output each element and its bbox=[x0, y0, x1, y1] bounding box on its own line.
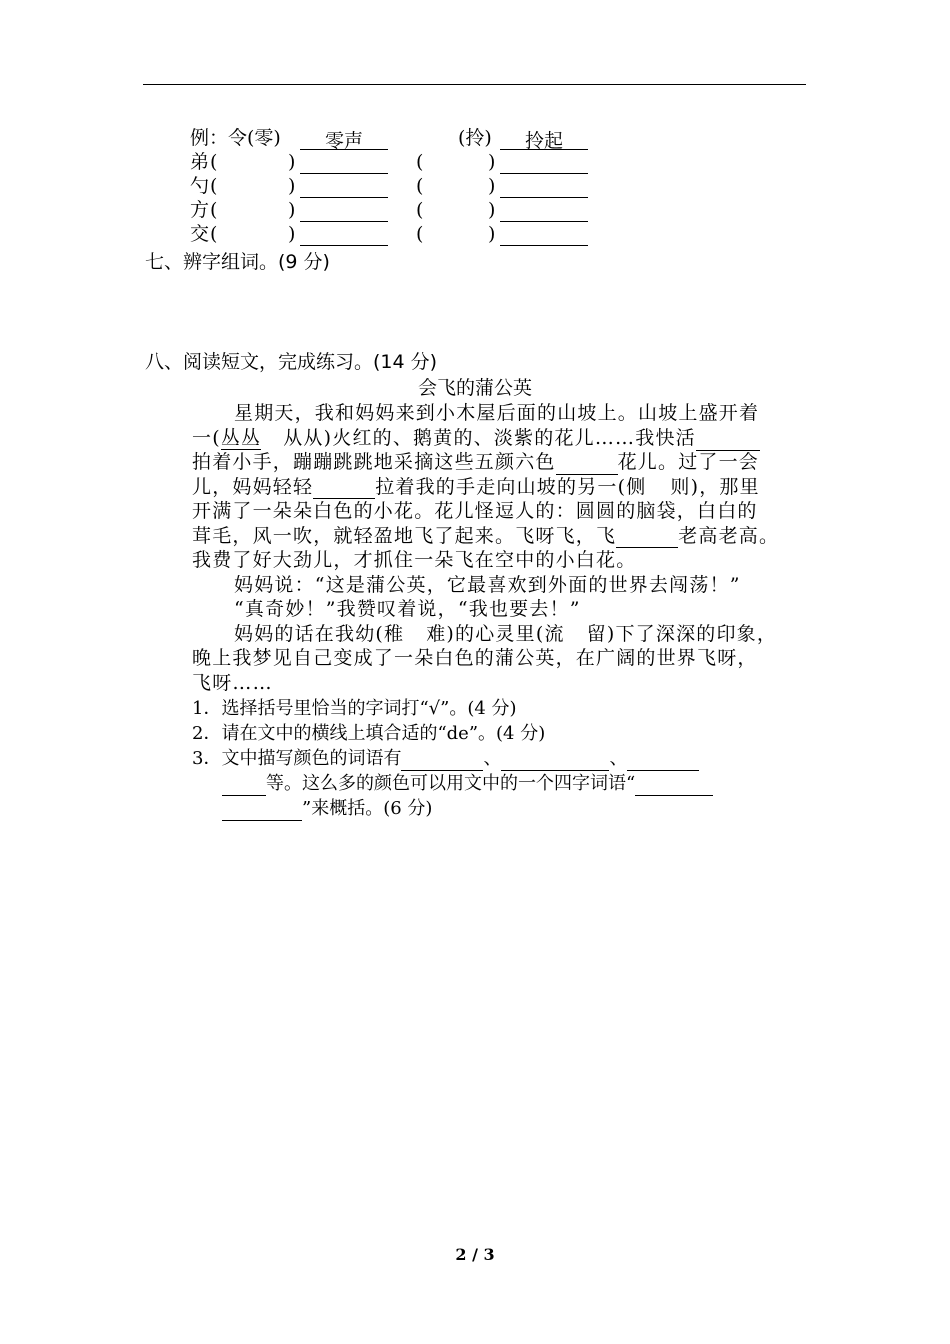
question-3: 3．文中描写颜色的词语有 、 、 bbox=[192, 747, 699, 771]
passage-line: 妈妈的话在我幼(稚 难)的心灵里(流 留)下了深深的印象， bbox=[234, 622, 778, 645]
question-3-line-3: ”来概括。(6 分) bbox=[222, 797, 432, 821]
de-blank[interactable] bbox=[616, 528, 678, 548]
question-3-line-2: 等。这么多的颜色可以用文中的一个四字词语“ bbox=[222, 772, 713, 796]
idiom-blank[interactable] bbox=[635, 776, 713, 796]
example-label: 例：令(零) bbox=[190, 127, 281, 149]
passage-title: 会飞的蒲公英 bbox=[417, 377, 532, 399]
question-2: 2．请在文中的横线上填合适的“de”。(4 分) bbox=[192, 723, 546, 744]
question-1: 1．选择括号里恰当的字词打“√”。(4 分) bbox=[192, 698, 517, 719]
passage-line: 晚上我梦见自己变成了一朵白色的蒲公英，在广阔的世界飞呀， bbox=[192, 647, 758, 669]
de-blank[interactable] bbox=[556, 455, 618, 475]
answer-blank[interactable] bbox=[300, 201, 388, 222]
choice-option[interactable]: 丛丛 bbox=[220, 426, 262, 449]
passage-line: 我费了好大劲儿，才抓住一朵飞在空中的小白花。 bbox=[192, 549, 637, 571]
passage-line: “真奇妙！”我赞叹着说，“我也要去！” bbox=[234, 598, 581, 620]
section-7-heading: 七、辨字组词。(9 分) bbox=[145, 251, 330, 273]
row-char: 勺 bbox=[190, 175, 210, 197]
passage-line: 拍着小手，蹦蹦跳跳地采摘这些五颜六色 花儿。过了一会 bbox=[192, 451, 760, 473]
row-char: 弟 bbox=[190, 151, 210, 173]
passage-line: 一(丛丛 从从)火红的、鹅黄的、淡紫的花儿……我快活 bbox=[192, 426, 812, 451]
section-8-heading: 八、阅读短文，完成练习。(14 分) bbox=[145, 351, 438, 373]
answer-blank[interactable] bbox=[300, 177, 388, 198]
header-rule bbox=[143, 84, 806, 85]
answer-blank[interactable] bbox=[500, 225, 588, 246]
passage-line: 开满了一朵朵白色的小花。花儿怪逗人的：圆圆的脑袋，白白的 bbox=[192, 500, 758, 522]
example-paren-2: (拎) bbox=[458, 127, 492, 149]
answer-blank[interactable] bbox=[300, 153, 388, 174]
passage-line: 飞呀…… bbox=[192, 671, 273, 694]
de-blank[interactable] bbox=[696, 431, 760, 451]
color-word-blank[interactable] bbox=[627, 751, 699, 771]
answer-blank[interactable] bbox=[500, 201, 588, 222]
idiom-blank[interactable] bbox=[222, 801, 302, 821]
answer-blank[interactable] bbox=[500, 177, 588, 198]
color-word-blank[interactable] bbox=[401, 751, 483, 771]
example-answer-1: 零声 bbox=[300, 129, 388, 150]
de-blank[interactable] bbox=[313, 479, 375, 499]
answer-blank[interactable] bbox=[500, 153, 588, 174]
answer-blank[interactable] bbox=[300, 225, 388, 246]
example-answer-2: 拎起 bbox=[500, 129, 588, 150]
color-word-blank[interactable] bbox=[501, 751, 609, 771]
row-char: 交 bbox=[190, 223, 210, 245]
color-word-blank[interactable] bbox=[222, 776, 266, 796]
passage-line: 儿，妈妈轻轻 拉着我的手走向山坡的另一(侧 则)，那里 bbox=[192, 475, 760, 498]
passage bbox=[192, 401, 812, 695]
row-char: 方 bbox=[190, 199, 210, 221]
page-number: 2 / 3 bbox=[455, 1245, 495, 1264]
passage-line: 星期天，我和妈妈来到小木屋后面的山坡上。山坡上盛开着 bbox=[234, 402, 760, 424]
passage-line: 茸毛，风一吹，就轻盈地飞了起来。飞呀飞，飞 老高老高。 bbox=[192, 524, 780, 547]
passage-line: 妈妈说：“这是蒲公英，它最喜欢到外面的世界去闯荡！” bbox=[234, 573, 741, 596]
